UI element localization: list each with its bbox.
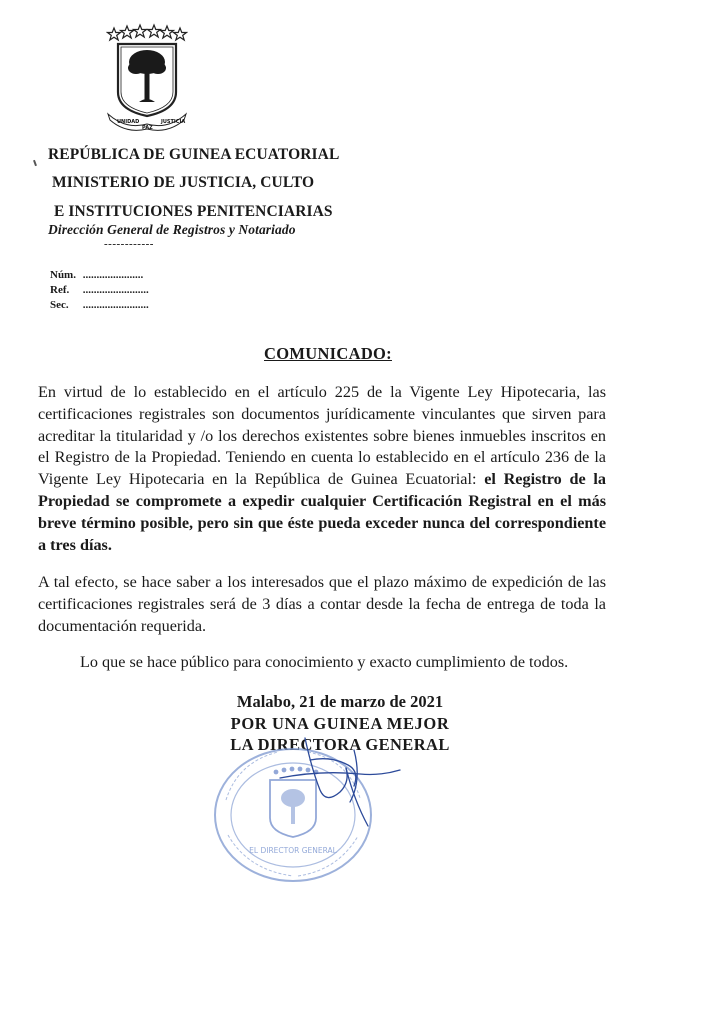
slogan: POR UNA GUINEA MEJOR (230, 714, 450, 733)
document-title: COMUNICADO: (264, 344, 392, 363)
stars-row (108, 25, 187, 40)
num-label: Núm. (50, 269, 76, 281)
ref-label: Ref. (50, 284, 70, 296)
paragraph-1-text: En virtud de lo establecido en el artículo 225 de la Vigente Ley Hipotecaria, las certificaciones registrales son documentos jurídicamente vinculantes que sirven para acreditar la titularidad y /o los derechos existentes sobre bienes inmuebles inscritos en el Registro de la Propiedad. Teniendo en cuenta lo establecido en el artículo 236 de la Vigente Ley Hipotecaria en la República de Guinea Ecuatorial: (38, 383, 606, 489)
handwritten-signature (250, 730, 420, 830)
place-date: Malabo, 21 de marzo de 2021 (236, 692, 444, 711)
republic-heading: REPÚBLICA DE GUINEA ECUATORIAL (48, 146, 340, 163)
reference-sec-row (50, 299, 149, 311)
reference-ref-row (50, 284, 149, 296)
paragraph-3: Lo que se hace público para conocimiento y exacto cumplimiento de todos. (80, 653, 569, 671)
ref-value: ........................ (82, 284, 149, 296)
scan-speck (33, 160, 37, 166)
paragraph-1 (38, 382, 606, 556)
motto-right: JUSTICIA (161, 119, 186, 125)
num-value: ...................... (82, 269, 144, 281)
header-separator: ------------ (104, 238, 154, 250)
sec-value: ........................ (82, 299, 149, 311)
motto-center: PAZ (142, 125, 153, 131)
directorate-subheading: Dirección General de Registros y Notariado (48, 222, 296, 237)
paragraph-2: A tal efecto, se hace saber a los interesados que el plazo máximo de expedición de las certificaciones registrales será de 3 días a contar desde la fecha de entrega de toda la documentación requerida. (38, 573, 606, 635)
coat-of-arms-emblem (106, 22, 188, 132)
stamp-inner-text: EL DIRECTOR GENERAL (249, 846, 337, 855)
ministry-line-1: MINISTERIO DE JUSTICIA, CULTO (52, 174, 315, 191)
sec-label: Sec. (50, 299, 69, 311)
ministry-line-2: E INSTITUCIONES PENITENCIARIAS (54, 203, 333, 220)
silk-cotton-tree (128, 50, 166, 102)
reference-num-row (50, 269, 143, 281)
signatory-title: LA DIRECTORA GENERAL (230, 735, 450, 754)
motto-left: UNIDAD (117, 119, 140, 125)
paragraph-1-bold-text: el Registro de la Propiedad se compromete a expedir cualquier Certificación Registral en el más breve término posible, pero sin que éste pueda exceder nunca del correspondiente a tres días. (38, 470, 606, 554)
